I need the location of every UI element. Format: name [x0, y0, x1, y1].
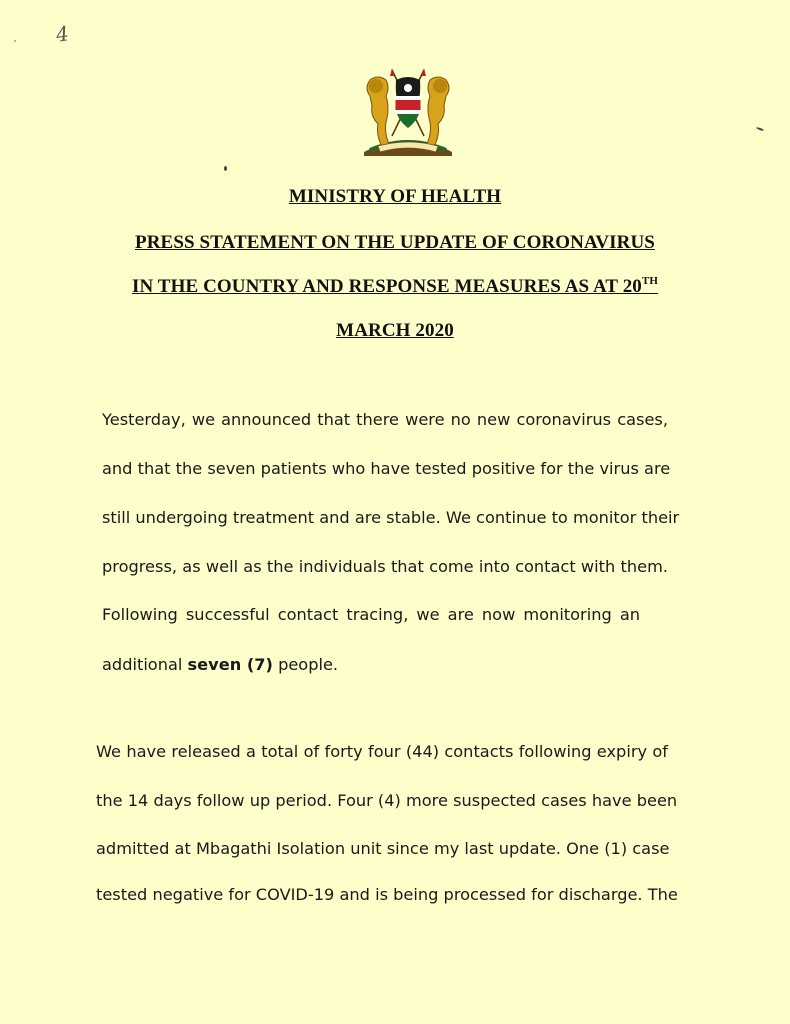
- scan-speck: [224, 166, 227, 171]
- paragraph-1-last-post: people.: [272, 655, 339, 674]
- coat-of-arms-emblem: [356, 66, 460, 158]
- title-line-2: [0, 275, 790, 298]
- paragraph-1-line: Following successful contact tracing, we are now monitoring an: [102, 605, 640, 624]
- paragraph-1-line: still undergoing treatment and are stable. We continue to monitor their: [102, 508, 680, 527]
- scan-speck: [14, 40, 16, 42]
- title-line-1: PRESS STATEMENT ON THE UPDATE OF CORONAVIRUS: [135, 232, 655, 253]
- paragraph-1-line: progress, as well as the individuals that come into contact with them.: [102, 557, 668, 576]
- paragraph-2-line: the 14 days follow up period. Four (4) more suspected cases have been: [96, 791, 678, 810]
- paragraph-2-line: tested negative for COVID-19 and is being processed for discharge. The: [96, 885, 678, 904]
- title-line-2-superscript: TH: [641, 275, 658, 287]
- paragraph-1-bold-count: seven (7): [187, 655, 273, 674]
- scan-speck: [756, 127, 764, 132]
- paragraph-1-line: Yesterday, we announced that there were no new coronavirus cases,: [102, 410, 668, 429]
- paragraph-1-last-pre: additional: [102, 655, 188, 674]
- title-line-2-main: IN THE COUNTRY AND RESPONSE MEASURES AS AT 20: [131, 276, 642, 297]
- paragraph-1-line: and that the seven patients who have tested positive for the virus are: [102, 459, 671, 478]
- ministry-heading: MINISTRY OF HEALTH: [288, 186, 502, 207]
- paragraph-2-line: admitted at Mbagathi Isolation unit since my last update. One (1) case: [96, 839, 670, 858]
- title-line-3: MARCH 2020: [336, 320, 454, 341]
- paragraph-2-line: We have released a total of forty four (44) contacts following expiry of: [96, 742, 668, 761]
- page-number: 4: [54, 21, 71, 47]
- paragraph-1-last-line: [102, 654, 338, 676]
